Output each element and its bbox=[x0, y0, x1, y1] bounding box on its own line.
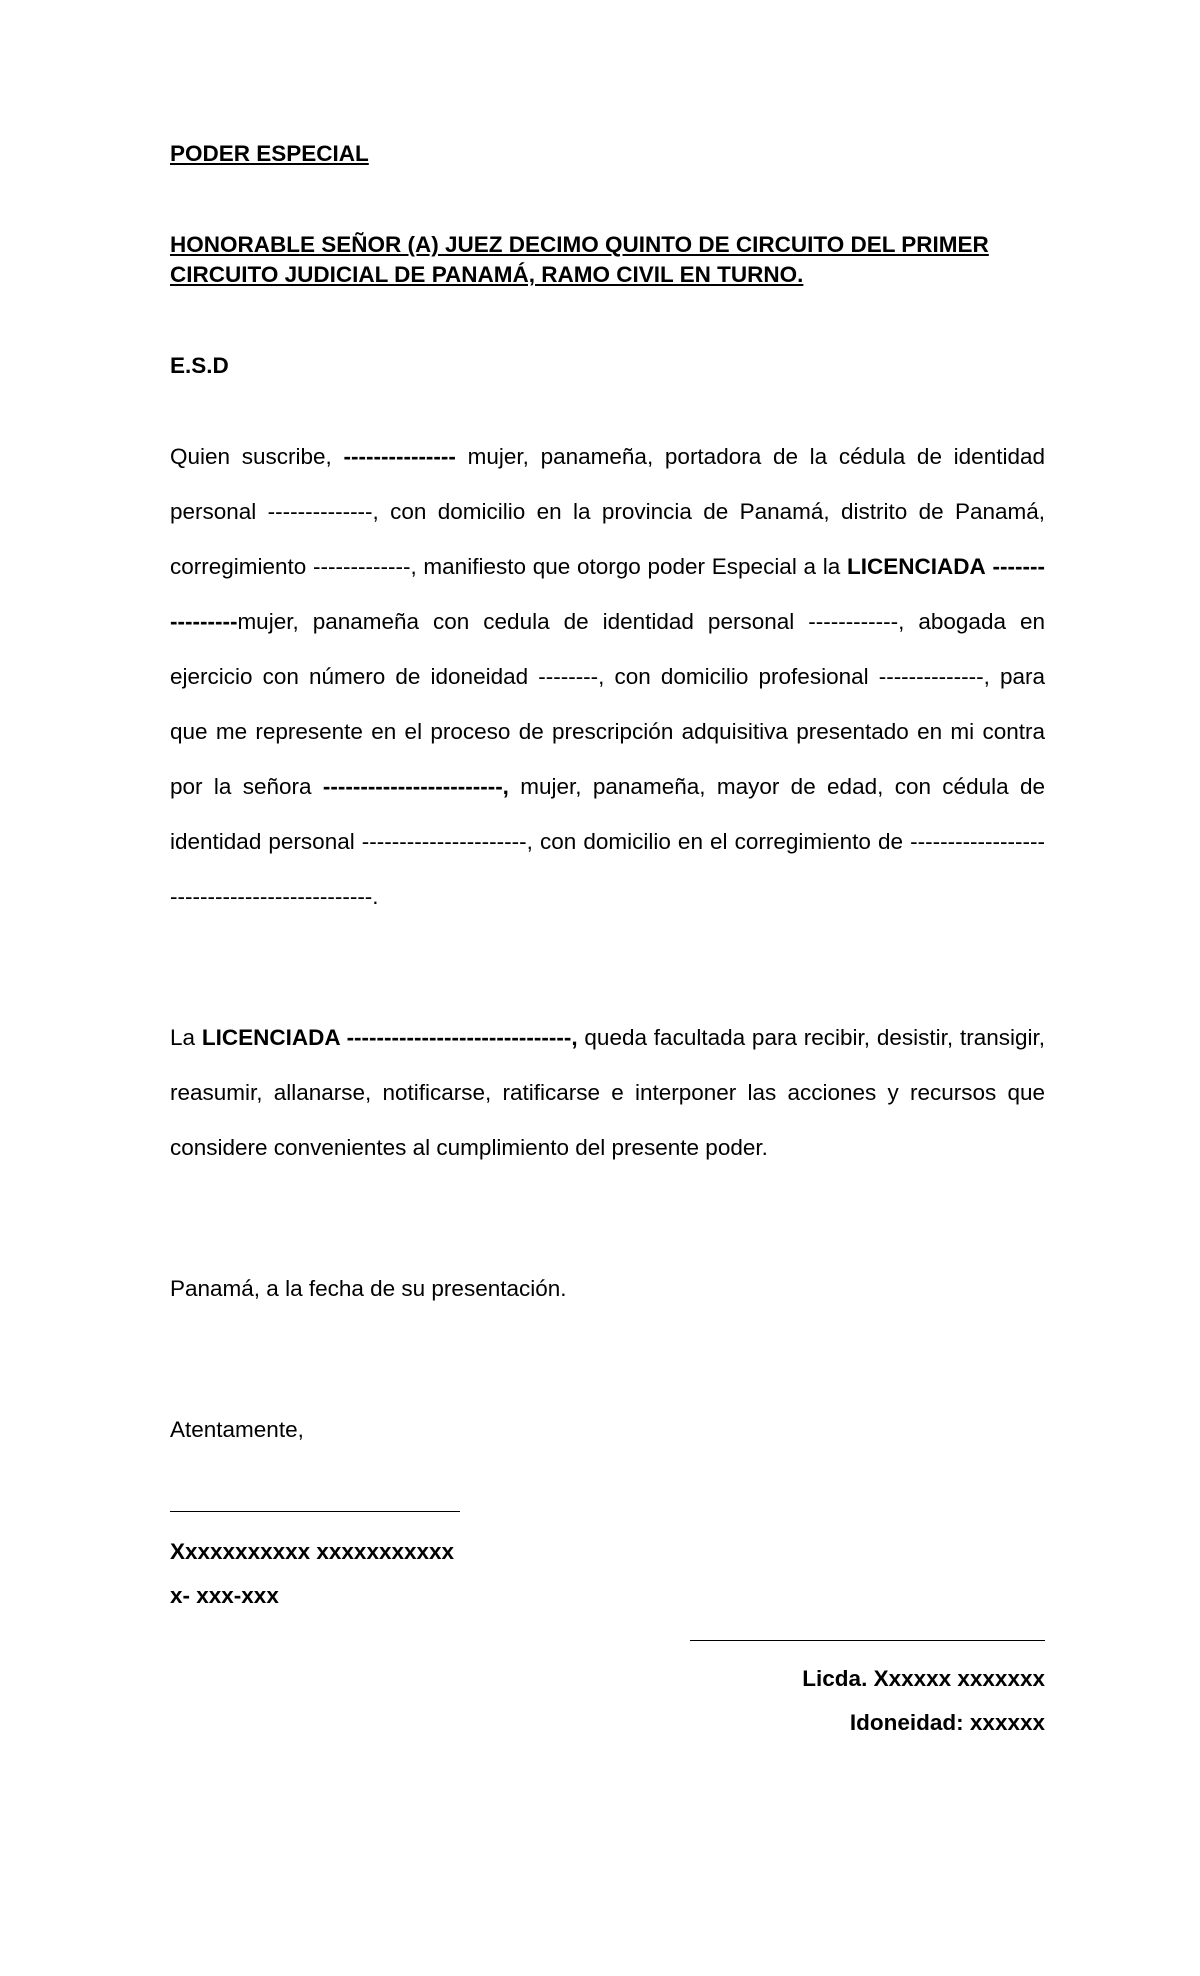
p2-text-2: queda facultada para recibir, desistir, transigir, reasumir, allanarse, notificarse, ratificarse e interponer las acciones y recursos que considere convenientes al cumplimiento del presente poder. bbox=[170, 1025, 1045, 1160]
p1-text-3: mujer, panameña con cedula de identidad personal ------------, abogada en ejercicio con número de idoneidad --------, con domicilio profesional --------------, para que me represente en el proceso de prescripción adquisitiva presentado en mi contra por la señora bbox=[170, 609, 1045, 799]
paragraph-grant-of-power bbox=[170, 429, 1045, 924]
p1-text-2: mujer, panameña, portadora de la cédula de identidad personal --------------, con domicilio en la provincia de Panamá, distrito de Panamá, corregimiento -------------, manifiesto que otorgo poder Especial a la bbox=[170, 444, 1046, 579]
lawyer-idoneidad: Idoneidad: xxxxxx bbox=[849, 1710, 1045, 1735]
signature-line-grantor bbox=[170, 1511, 460, 1512]
document-title: PODER ESPECIAL bbox=[170, 141, 369, 166]
date-line: Panamá, a la fecha de su presentación. bbox=[170, 1276, 567, 1301]
p2-text-1: La bbox=[170, 1025, 202, 1050]
esd-heading: E.S.D bbox=[170, 353, 229, 378]
paragraph-faculties bbox=[170, 1010, 1045, 1175]
p1-blank-plaintiff-name: ------------------------, bbox=[322, 774, 509, 799]
p1-blank-grantor-name: --------------- bbox=[343, 444, 456, 469]
addressee-line-2: CIRCUITO JUDICIAL DE PANAMÁ, RAMO CIVIL EN TURNO. bbox=[170, 262, 804, 287]
p2-licenciada-label: LICENCIADA ------------------------------, bbox=[201, 1025, 578, 1050]
p1-text-4: mujer, panameña, mayor de edad, con cédula de identidad personal ----------------------, con domicilio en el corregimiento de ---------------------------------------------. bbox=[170, 774, 1045, 909]
p1-licenciada-label: LICENCIADA bbox=[847, 554, 986, 579]
grantor-signature-block bbox=[170, 1530, 454, 1618]
p1-blank-lawyer-name: ---------------- bbox=[170, 554, 1045, 634]
grantor-name: Xxxxxxxxxxx xxxxxxxxxxx bbox=[170, 1539, 455, 1564]
p1-text-1: Quien suscribe, bbox=[170, 444, 344, 469]
addressee-line-1: HONORABLE SEÑOR (A) JUEZ DECIMO QUINTO DE CIRCUITO DEL PRIMER bbox=[170, 232, 989, 257]
lawyer-signature-block bbox=[802, 1657, 1045, 1745]
closing: Atentamente, bbox=[170, 1417, 304, 1442]
p1-space bbox=[986, 554, 993, 579]
lawyer-name: Licda. Xxxxxx xxxxxxx bbox=[802, 1666, 1045, 1691]
addressee bbox=[170, 230, 1045, 290]
grantor-id: x- xxx-xxx bbox=[170, 1583, 279, 1608]
signature-line-lawyer bbox=[690, 1640, 1045, 1641]
